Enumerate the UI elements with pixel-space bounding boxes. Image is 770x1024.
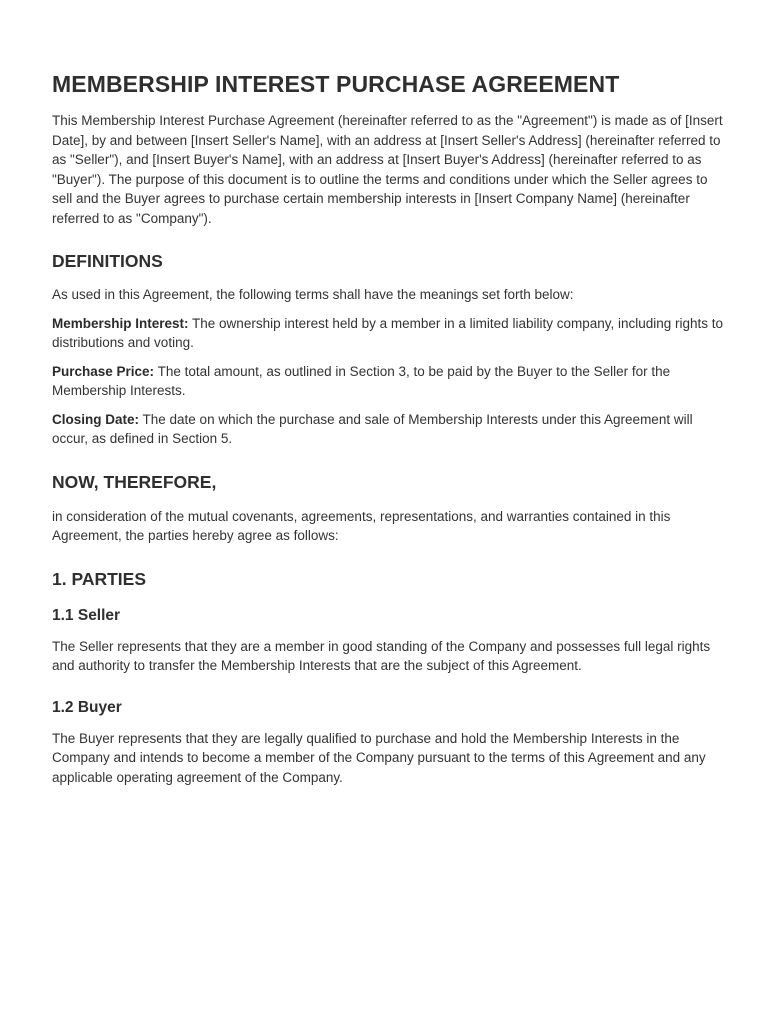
buyer-paragraph: The Buyer represents that they are legally qualified to purchase and hold the Membership Interests in the Company and intends to become a member of the Company pursuant to the terms of this Agreement and any applicable operating agreement of the Company.: [52, 730, 706, 785]
document-page: [52, 68, 724, 787]
buyer-heading: 1.2 Buyer: [52, 698, 122, 716]
definition-text: The total amount, as outlined in Section 3, to be paid by the Buyer to the Seller for the Membership Interests.: [52, 363, 671, 398]
definitions-lead: As used in this Agreement, the following terms shall have the meanings set forth below:: [52, 287, 574, 302]
now-therefore-paragraph: in consideration of the mutual covenants, agreements, representations, and warranties contained in this Agreement, the parties hereby agree as follows:: [52, 508, 671, 543]
definition-term: Purchase Price:: [52, 363, 155, 379]
parties-heading: 1. PARTIES: [52, 568, 147, 589]
definition-term: Closing Date:: [52, 411, 140, 427]
definition-text: The date on which the purchase and sale of Membership Interests under this Agreement will occur, as defined in Section 5.: [52, 411, 693, 446]
definitions-heading: DEFINITIONS: [52, 251, 163, 271]
definition-item: [52, 362, 724, 401]
seller-paragraph: The Seller represents that they are a member in good standing of the Company and possesses full legal rights and authority to transfer the Membership Interests that are the subject of this Agreement.: [52, 638, 711, 673]
now-therefore-heading: NOW, THEREFORE,: [52, 471, 217, 492]
document-title: MEMBERSHIP INTEREST PURCHASE AGREEMENT: [52, 71, 620, 97]
definition-item: [52, 410, 724, 449]
definition-text: The ownership interest held by a member in a limited liability company, including rights to distributions and voting.: [52, 315, 724, 350]
seller-heading: 1.1 Seller: [52, 606, 121, 624]
definition-item: [52, 314, 724, 353]
definition-term: Membership Interest:: [52, 315, 189, 331]
intro-paragraph: This Membership Interest Purchase Agreement (hereinafter referred to as the "Agreement") is made as of [Insert Date], by and between [Insert Seller's Name], with an address at [Insert Seller's Address] (hereinafter referred to as "Seller"), and [Insert Buyer's Name], with an address at [Insert Buyer's Address] (hereinafter referred to as "Buyer"). The purpose of this document is to outline the terms and conditions under which the Seller agrees to sell and the Buyer agrees to purchase certain membership interests in [Insert Company Name] (hereinafter referred to as "Company").: [52, 113, 723, 226]
